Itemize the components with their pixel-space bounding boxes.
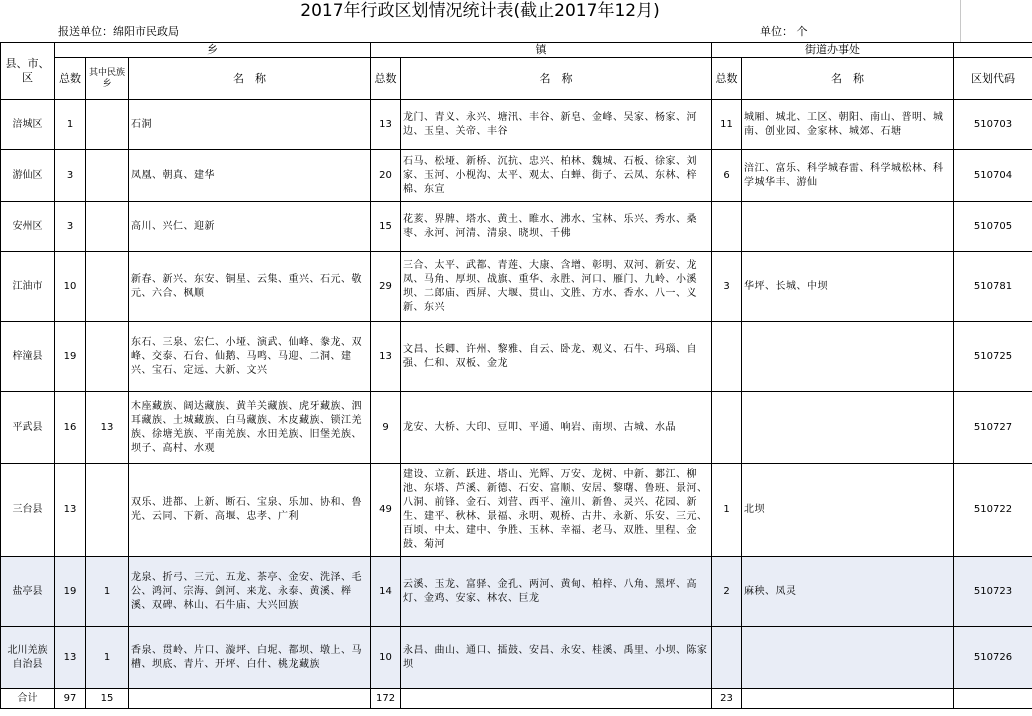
table-row xyxy=(1,464,1032,557)
code-cell: 510723 xyxy=(954,557,1032,627)
code-cell: 510703 xyxy=(954,100,1032,150)
code-cell: 510781 xyxy=(954,252,1032,322)
code-cell: 510727 xyxy=(954,392,1032,464)
minority-count-cell: 1 xyxy=(86,557,129,627)
header-j-name: 名 称 xyxy=(742,58,954,100)
minority-count-cell xyxy=(86,100,129,150)
totals-j-total: 23 xyxy=(712,689,742,709)
xiang-total-cell: 16 xyxy=(55,392,86,464)
code-cell: 510704 xyxy=(954,150,1032,202)
totals-minority: 15 xyxy=(86,689,129,709)
xiang-names-cell: 高川、兴仁、迎新 xyxy=(129,202,371,252)
jiedao-total-cell xyxy=(712,392,742,464)
xiang-total-cell: 3 xyxy=(55,202,86,252)
county-cell: 平武县 xyxy=(1,392,55,464)
header-x-total: 总数 xyxy=(55,58,86,100)
table-row xyxy=(1,100,1032,150)
header-blank xyxy=(954,43,1032,58)
table-row xyxy=(1,252,1032,322)
county-cell: 游仙区 xyxy=(1,150,55,202)
xiang-total-cell: 3 xyxy=(55,150,86,202)
totals-blank-4 xyxy=(954,689,1032,709)
zhen-total-cell: 10 xyxy=(371,627,401,689)
xiang-total-cell: 10 xyxy=(55,252,86,322)
zhen-names-cell: 龙安、大桥、大印、豆叩、平通、响岩、南坝、古城、水晶 xyxy=(401,392,712,464)
jiedao-total-cell xyxy=(712,627,742,689)
zhen-total-cell: 13 xyxy=(371,100,401,150)
jiedao-names-cell xyxy=(742,392,954,464)
zhen-total-cell: 49 xyxy=(371,464,401,557)
table-row xyxy=(1,392,1032,464)
table-row xyxy=(1,627,1032,689)
jiedao-names-cell: 涪江、富乐、科学城春雷、科学城松林、科学城华丰、游仙 xyxy=(742,150,954,202)
xiang-total-cell: 13 xyxy=(55,464,86,557)
county-cell: 盐亭县 xyxy=(1,557,55,627)
totals-label: 合计 xyxy=(1,689,55,709)
totals-blank-2 xyxy=(401,689,712,709)
county-cell: 安州区 xyxy=(1,202,55,252)
jiedao-names-cell: 北坝 xyxy=(742,464,954,557)
county-cell: 梓潼县 xyxy=(1,322,55,392)
code-cell: 510726 xyxy=(954,627,1032,689)
table-row xyxy=(1,557,1032,627)
jiedao-names-cell xyxy=(742,627,954,689)
xiang-names-cell: 木座藏族、阔达藏族、黄羊关藏族、虎牙藏族、泗耳藏族、土城藏族、白马藏族、木皮藏族、锁江羌族、徐塘羌族、平南羌族、水田羌族、旧堡羌族、坝子、高村、水观 xyxy=(129,392,371,464)
county-cell: 三台县 xyxy=(1,464,55,557)
minority-count-cell xyxy=(86,150,129,202)
minority-count-cell: 1 xyxy=(86,627,129,689)
zhen-total-cell: 15 xyxy=(371,202,401,252)
header-county: 县、市、区 xyxy=(1,43,55,100)
xiang-names-cell: 石洞 xyxy=(129,100,371,150)
jiedao-total-cell xyxy=(712,202,742,252)
code-cell: 510705 xyxy=(954,202,1032,252)
zhen-names-cell: 石马、松垭、新桥、沉抗、忠兴、柏林、魏城、石板、徐家、刘家、玉河、小枧沟、太平、观太、白蝉、街子、云凤、东林、梓棉、东宣 xyxy=(401,150,712,202)
header-z-name: 名 称 xyxy=(401,58,712,100)
zhen-total-cell: 29 xyxy=(371,252,401,322)
zhen-names-cell: 三合、太平、武都、青莲、大康、含增、彰明、双河、新安、龙凤、马角、厚坝、战旗、重华、永胜、河口、雁门、九岭、小溪坝、二郎庙、西屏、大堰、贯山、文胜、方水、香水、八一、义新、东兴 xyxy=(401,252,712,322)
zhen-total-cell: 13 xyxy=(371,322,401,392)
totals-row xyxy=(1,689,1032,709)
grid-area xyxy=(960,0,1032,42)
code-cell: 510725 xyxy=(954,322,1032,392)
header-minority: 其中民族乡 xyxy=(86,58,129,100)
header-j-total: 总数 xyxy=(712,58,742,100)
minority-count-cell xyxy=(86,464,129,557)
table-row xyxy=(1,322,1032,392)
xiang-names-cell: 香泉、贯岭、片口、漩坪、白坭、都坝、墩上、马槽、坝底、青片、开坪、白什、桃龙藏族 xyxy=(129,627,371,689)
zhen-names-cell: 龙门、青义、永兴、塘汛、丰谷、新皂、金峰、吴家、杨家、河边、玉皇、关帝、丰谷 xyxy=(401,100,712,150)
jiedao-total-cell: 2 xyxy=(712,557,742,627)
header-z-total: 总数 xyxy=(371,58,401,100)
statistics-table xyxy=(0,42,1032,709)
xiang-total-cell: 19 xyxy=(55,322,86,392)
minority-count-cell xyxy=(86,322,129,392)
xiang-names-cell: 凤凰、朝真、建华 xyxy=(129,150,371,202)
zhen-names-cell: 文昌、长卿、许州、黎雅、自云、卧龙、观义、石牛、玛瑙、自强、仁和、双板、金龙 xyxy=(401,322,712,392)
table-row xyxy=(1,202,1032,252)
header-zhen: 镇 xyxy=(371,43,712,58)
jiedao-names-cell xyxy=(742,322,954,392)
totals-x-total: 97 xyxy=(55,689,86,709)
totals-z-total: 172 xyxy=(371,689,401,709)
report-unit: 报送单位：绵阳市民政局 xyxy=(58,25,179,38)
jiedao-total-cell: 11 xyxy=(712,100,742,150)
unit-label: 单位： 个 xyxy=(760,25,808,38)
zhen-names-cell: 花荄、界牌、塔水、黄土、睢水、沸水、宝林、乐兴、秀水、桑枣、永河、河清、清泉、晓坝、千佛 xyxy=(401,202,712,252)
minority-count-cell xyxy=(86,202,129,252)
minority-count-cell xyxy=(86,252,129,322)
header-code: 区划代码 xyxy=(954,58,1032,100)
zhen-names-cell: 建设、立新、跃进、塔山、光辉、万安、龙树、中新、郪江、柳池、东塔、芦溪、新德、石安、富顺、安居、黎曙、鲁班、景河、八洞、前锋、金石、刘营、西平、潼川、新鲁、灵兴、花园、新生、建平、秋林、景福、永明、观桥、古井、永新、乐安、三元、百顷、中太、建中、争胜、玉林、幸福、老马、双胜、里程、金鼓、菊河 xyxy=(401,464,712,557)
table-title: 2017年行政区划情况统计表(截止2017年12月) xyxy=(300,1,660,21)
jiedao-total-cell xyxy=(712,322,742,392)
jiedao-total-cell: 6 xyxy=(712,150,742,202)
county-cell: 涪城区 xyxy=(1,100,55,150)
header-x-name: 名 称 xyxy=(129,58,371,100)
totals-blank-1 xyxy=(129,689,371,709)
code-cell: 510722 xyxy=(954,464,1032,557)
header-jiedao: 街道办事处 xyxy=(712,43,954,58)
zhen-total-cell: 20 xyxy=(371,150,401,202)
county-cell: 江油市 xyxy=(1,252,55,322)
table-row xyxy=(1,150,1032,202)
county-cell: 北川羌族自治县 xyxy=(1,627,55,689)
xiang-names-cell: 双乐、进都、上新、断石、宝泉、乐加、协和、鲁光、云同、下新、高堰、忠孝、广利 xyxy=(129,464,371,557)
header-xiang: 乡 xyxy=(55,43,371,58)
jiedao-names-cell xyxy=(742,202,954,252)
zhen-names-cell: 永昌、曲山、通口、擂鼓、安昌、永安、桂溪、禹里、小坝、陈家坝 xyxy=(401,627,712,689)
totals-blank-3 xyxy=(742,689,954,709)
xiang-total-cell: 13 xyxy=(55,627,86,689)
zhen-total-cell: 14 xyxy=(371,557,401,627)
zhen-names-cell: 云溪、玉龙、富驿、金孔、两河、黄甸、柏梓、八角、黑坪、高灯、金鸡、安家、林农、巨龙 xyxy=(401,557,712,627)
xiang-total-cell: 19 xyxy=(55,557,86,627)
xiang-names-cell: 东石、三泉、宏仁、小垭、演武、仙峰、豢龙、双峰、交泰、石台、仙鹅、马鸣、马迎、二洞、建兴、宝石、定远、大新、文兴 xyxy=(129,322,371,392)
xiang-names-cell: 龙泉、折弓、三元、五龙、茶亭、金安、洗泽、毛公、鸿河、宗海、剑河、来龙、永泰、黄溪、榉溪、双碑、林山、石牛庙、大兴回族 xyxy=(129,557,371,627)
jiedao-names-cell: 城厢、城北、工区、朝阳、南山、普明、城南、创业园、金家林、城郊、石塘 xyxy=(742,100,954,150)
jiedao-names-cell: 华坪、长城、中坝 xyxy=(742,252,954,322)
jiedao-total-cell: 3 xyxy=(712,252,742,322)
xiang-names-cell: 新春、新兴、东安、铜星、云集、重兴、石元、敬元、六合、枫顺 xyxy=(129,252,371,322)
zhen-total-cell: 9 xyxy=(371,392,401,464)
minority-count-cell: 13 xyxy=(86,392,129,464)
jiedao-names-cell: 麻秧、凤灵 xyxy=(742,557,954,627)
xiang-total-cell: 1 xyxy=(55,100,86,150)
jiedao-total-cell: 1 xyxy=(712,464,742,557)
